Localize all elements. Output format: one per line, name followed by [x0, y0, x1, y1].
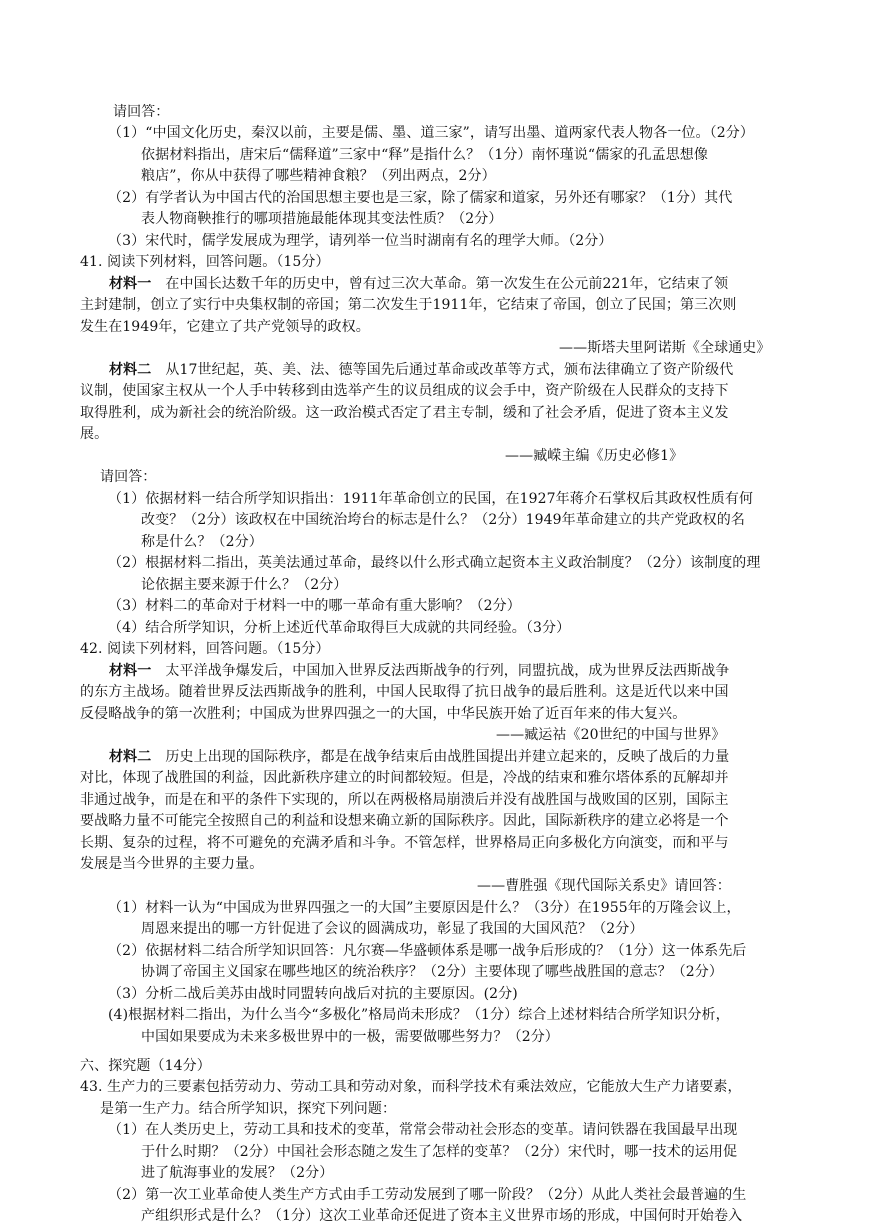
citation: ——斯塔夫里阿诺斯《全球通史》	[559, 340, 771, 356]
material-2-paragraph	[109, 747, 729, 767]
material-text: 主封建制，创立了实行中央集权制的帝国；第二次发生于1911年，它结束了帝国，创立了民国；第三次则	[80, 297, 737, 313]
question-40-3: （3）宋代时，儒学发展成为理学，请列举一位当时湖南有名的理学大师。（2分）	[108, 233, 613, 249]
question-43-1-cont: 进了航海事业的发展？（2分）	[141, 1165, 334, 1181]
question-41-1-cont: 称是什么？（2分）	[141, 534, 263, 550]
citation: ——臧运祜《20世纪的中国与世界》	[496, 727, 726, 743]
material-text: 要战略力量不可能完全按照自己的利益和设想来确立新的国际秩序。因此，国际新秩序的建立必将是一个	[80, 813, 729, 829]
question-41-4: （4）结合所学知识，分析上述近代革命取得巨大成就的共同经验。（3分）	[108, 620, 571, 636]
material-1-paragraph	[109, 274, 728, 294]
answer-prompt: 请回答：	[100, 469, 157, 485]
material-text: 非通过战争，而是在和平的条件下实现的，所以在两极格局崩溃后并没有战胜国与战败国的区别，国际主	[80, 792, 729, 808]
question-40-2: （2）有学者认为中国古代的治国思想主要也是三家，除了儒家和道家，另外还有哪家？（1分）其代	[108, 190, 733, 206]
question-41-1: （1）依据材料一结合所学知识指出：1911年革命创立的民国，在1927年蒋介石掌权后其政权性质有何	[108, 491, 754, 507]
material-label: 材料一	[109, 276, 152, 292]
material-label: 材料二	[109, 362, 152, 378]
material-text: 反侵略战争的第一次胜利；中国成为世界四强之一的大国，中华民族开始了近百年来的伟大复兴。	[80, 706, 687, 722]
material-2-paragraph	[109, 360, 733, 380]
material-label: 材料一	[109, 663, 152, 679]
question-40-2-cont: 表人物商鞅推行的哪项措施最能体现其变法性质？（2分）	[141, 211, 503, 227]
question-42-2: （2）依据材料二结合所学知识回答：凡尔赛—华盛顿体系是哪一战争后形成的？（1分）这一体系先后	[108, 943, 747, 959]
material-text: 发生在1949年，它建立了共产党领导的政权。	[80, 319, 370, 335]
question-43-intro: 是第一生产力。结合所学知识，探究下列问题：	[100, 1101, 397, 1117]
material-1-paragraph	[109, 661, 729, 681]
material-text: 长期、复杂的过程，将不可避免的充满矛盾和斗争。不管怎样，世界格局正向多极化方向演变，而和平与	[80, 835, 729, 851]
question-42-1: （1）材料一认为“中国成为世界四强之一的大国”主要原因是什么？（3分）在1955年的万隆会议上，	[108, 900, 741, 916]
question-43-1: （1）在人类历史上，劳动工具和技术的变革，常常会带动社会形态的变革。请问铁器在我国最早出现	[108, 1122, 738, 1138]
question-43-2: （2）第一次工业革命使人类生产方式由手工劳动发展到了哪一阶段？（2分）从此人类社会最普遍的生	[108, 1187, 747, 1203]
material-text: 太平洋战争爆发后，中国加入世界反法西斯战争的行列，同盟抗战，成为世界反法西斯战争	[151, 663, 730, 679]
material-text: 历史上出现的国际秩序，都是在战争结束后由战胜国提出并建立起来的，反映了战后的力量	[151, 749, 730, 765]
question-41-2: （2）根据材料二指出，英美法通过革命，最终以什么形式确立起资本主义政治制度？（2分）该制度的理	[108, 555, 761, 571]
material-text: 展。	[80, 426, 109, 442]
question-41-3: （3）材料二的革命对于材料一中的哪一革命有重大影响？（2分）	[108, 598, 521, 614]
material-text: 从17世纪起，英、美、法、德等国先后通过革命或改革等方式，颁布法律确立了资产阶级代	[151, 362, 734, 378]
question-41-2-cont: 论依据主要来源于什么？（2分）	[141, 577, 348, 593]
question-42-heading: 42. 阅读下列材料，回答问题。（15分）	[80, 641, 330, 657]
question-40-1: （1）“中国文化历史，秦汉以前，主要是儒、墨、道三家”，请写出墨、道两家代表人物各一位。（2分）	[108, 125, 754, 141]
question-42-4: (4)根据材料二指出，为什么当今“多极化”格局尚未形成？（1分）综合上述材料结合所学知识分析，	[108, 1007, 730, 1023]
question-42-4-cont: 中国如果要成为未来多极世界中的一极，需要做哪些努力？（2分）	[141, 1029, 559, 1045]
question-41-1-cont: 改变？（2分）该政权在中国统治垮台的标志是什么？（2分）1949年革命建立的共产党政权的名	[141, 512, 745, 528]
material-text: 取得胜利，成为新社会的统治阶级。这一政治模式否定了君主专制，缓和了社会矛盾，促进了资本主义发	[80, 405, 729, 421]
question-42-3: （3）分析二战后美苏由战时同盟转向战后对抗的主要原因。(2分)	[108, 986, 518, 1002]
question-40-1-cont: 粮店”，你从中获得了哪些精神食粮？（列出两点，2分）	[141, 168, 496, 184]
answer-prompt: 请回答：	[113, 104, 170, 120]
question-42-1-cont: 周恩来提出的哪一方针促进了会议的圆满成功，彰显了我国的大国风范？（2分）	[141, 921, 644, 937]
citation: ——臧嵘主编《历史必修1》	[505, 448, 684, 464]
material-text: 的东方主战场。随着世界反法西斯战争的胜利，中国人民取得了抗日战争的最后胜利。这是近代以来中国	[80, 684, 729, 700]
material-text: 对比，体现了战胜国的利益，因此新秩序建立的时间都较短。但是，冷战的结束和雅尔塔体系的瓦解却并	[80, 770, 729, 786]
question-43-2-cont: 产组织形式是什么？（1分）这次工业革命还促进了资本主义世界市场的形成，中国何时开始卷入	[141, 1208, 743, 1224]
section-heading: 六、探究题（14分）	[80, 1058, 211, 1074]
question-43-1-cont: 于什么时期？（2分）中国社会形态随之发生了怎样的变革？（2分）宋代时，哪一技术的运用促	[141, 1144, 738, 1160]
question-43-heading: 43. 生产力的三要素包括劳动力、劳动工具和劳动对象，而科学技术有乘法效应，它能放大生产力诸要素，	[80, 1079, 742, 1095]
material-text: 发展是当今世界的主要力量。	[80, 856, 264, 872]
material-text: 议制，使国家主权从一个人手中转移到由选举产生的议员组成的议会手中，资产阶级在人民群众的支持下	[80, 383, 729, 399]
material-label: 材料二	[109, 749, 152, 765]
citation: ——曹胜强《现代国际关系史》请回答：	[477, 878, 731, 894]
question-42-2-cont: 协调了帝国主义国家在哪些地区的统治秩序？（2分）主要体现了哪些战胜国的意志？（2分）	[141, 964, 724, 980]
question-41-heading: 41. 阅读下列材料，回答问题。（15分）	[80, 254, 330, 270]
material-text: 在中国长达数千年的历史中，曾有过三次大革命。第一次发生在公元前221年，它结束了领	[151, 276, 729, 292]
question-40-1-cont: 依据材料指出，唐宋后“儒释道”三家中“释”是指什么？（1分）南怀瑾说“儒家的孔孟思想像	[141, 147, 708, 163]
